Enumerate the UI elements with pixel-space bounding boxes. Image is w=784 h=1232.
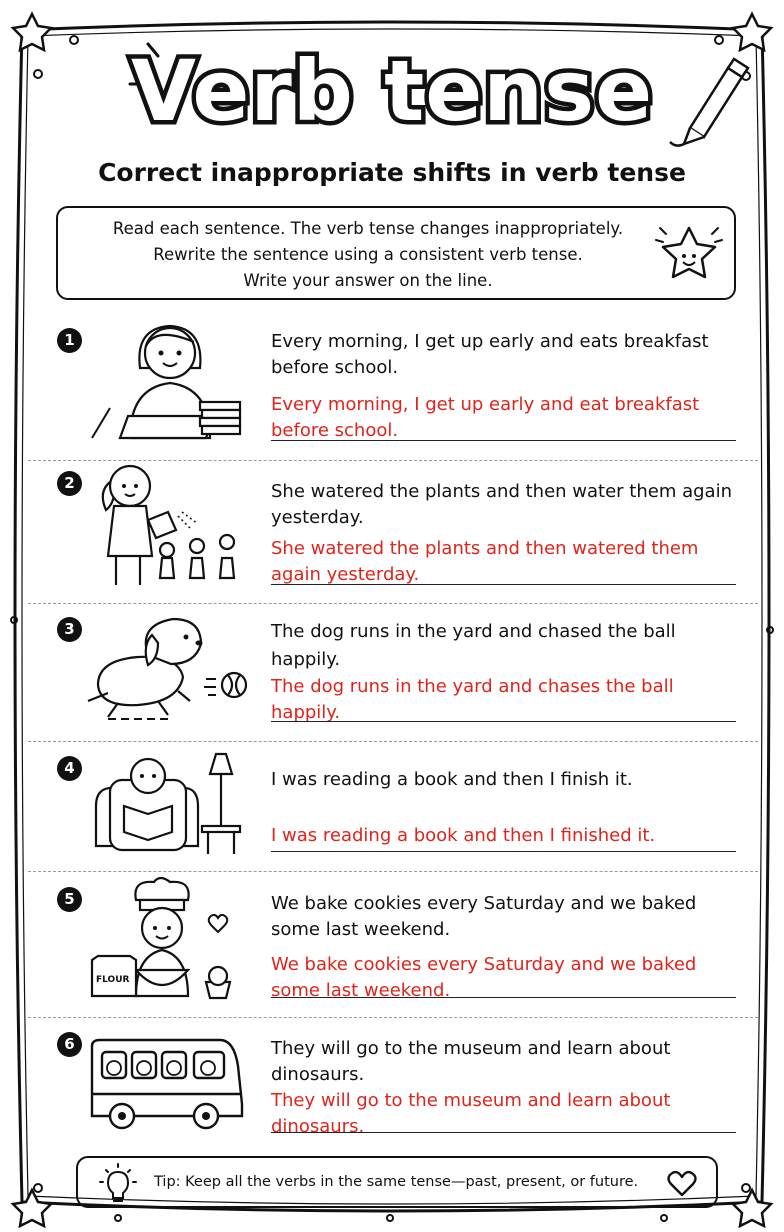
girl-watering-plants-illustration	[92, 460, 252, 590]
answer-text[interactable]: We bake cookies every Saturday and we baked	[271, 954, 697, 975]
instruction-line: Rewrite the sentence using a consistent verb tense.	[153, 245, 583, 264]
instruction-line: Read each sentence. The verb tense changes inappropriately.	[112, 219, 624, 238]
boy-writing-at-desk-illustration	[90, 308, 250, 443]
answer-text[interactable]: happily.	[271, 702, 341, 723]
smiling-star-icon	[654, 220, 724, 290]
section-divider	[28, 741, 758, 742]
section-divider	[28, 871, 758, 872]
page-title: Verb tense	[130, 42, 654, 140]
dog-chasing-ball-illustration	[88, 615, 248, 725]
section-divider	[28, 1017, 758, 1018]
answer-text[interactable]: again yesterday.	[271, 564, 420, 585]
school-bus-illustration	[86, 1036, 246, 1131]
instruction-line: Write your answer on the line.	[243, 271, 493, 290]
sentence-line: Every morning, I get up early and eats breakfast	[271, 331, 709, 352]
heart-icon	[668, 1171, 696, 1197]
instructions-box	[56, 206, 736, 300]
tip-text: Tip: Keep all the verbs in the same tense—past, present, or future.	[154, 1174, 639, 1190]
sentence-line: I was reading a book and then I finish it.	[271, 769, 633, 790]
boy-reading-in-armchair-illustration	[86, 746, 246, 858]
question-number: 1	[57, 328, 82, 353]
question-number: 5	[57, 887, 82, 912]
answer-text[interactable]: They will go to the museum and learn about	[271, 1090, 671, 1111]
answer-line	[271, 851, 736, 852]
sentence-line: dinosaurs.	[271, 1064, 365, 1085]
lightbulb-icon	[100, 1164, 136, 1202]
answer-line	[271, 584, 736, 585]
question-number: 6	[57, 1032, 82, 1057]
page-subtitle: Correct inappropriate shifts in verb tense	[98, 158, 686, 187]
sentence-line: happily.	[271, 649, 341, 670]
question-number: 3	[57, 617, 82, 642]
sentence-line: The dog runs in the yard and chased the ball	[271, 621, 676, 642]
sentence-line: She watered the plants and then water them again	[271, 481, 732, 502]
svg-text:FLOUR: FLOUR	[96, 975, 130, 985]
sentence-line: yesterday.	[271, 507, 364, 528]
tip-box	[76, 1156, 718, 1208]
sentence-line: We bake cookies every Saturday and we baked	[271, 893, 697, 914]
answer-text[interactable]: some last weekend.	[271, 980, 451, 1001]
answer-text[interactable]: She watered the plants and then watered them	[271, 538, 699, 559]
question-number: 4	[57, 756, 82, 781]
answer-line	[271, 1132, 736, 1133]
sentence-line: before school.	[271, 357, 399, 378]
answer-text[interactable]: Every morning, I get up early and eat breakfast	[271, 394, 700, 415]
answer-text[interactable]: The dog runs in the yard and chases the ball	[271, 676, 674, 697]
answer-line	[271, 721, 736, 722]
answer-text[interactable]: before school.	[271, 420, 399, 441]
answer-text[interactable]: I was reading a book and then I finished it.	[271, 825, 656, 846]
answer-line	[271, 440, 736, 441]
sentence-line: They will go to the museum and learn about	[271, 1038, 671, 1059]
answer-line	[271, 997, 736, 998]
sentence-line: some last weekend.	[271, 919, 451, 940]
answer-text[interactable]: dinosaurs.	[271, 1116, 365, 1137]
section-divider	[28, 603, 758, 604]
question-number: 2	[57, 471, 82, 496]
girl-baking-illustration	[88, 878, 248, 1003]
